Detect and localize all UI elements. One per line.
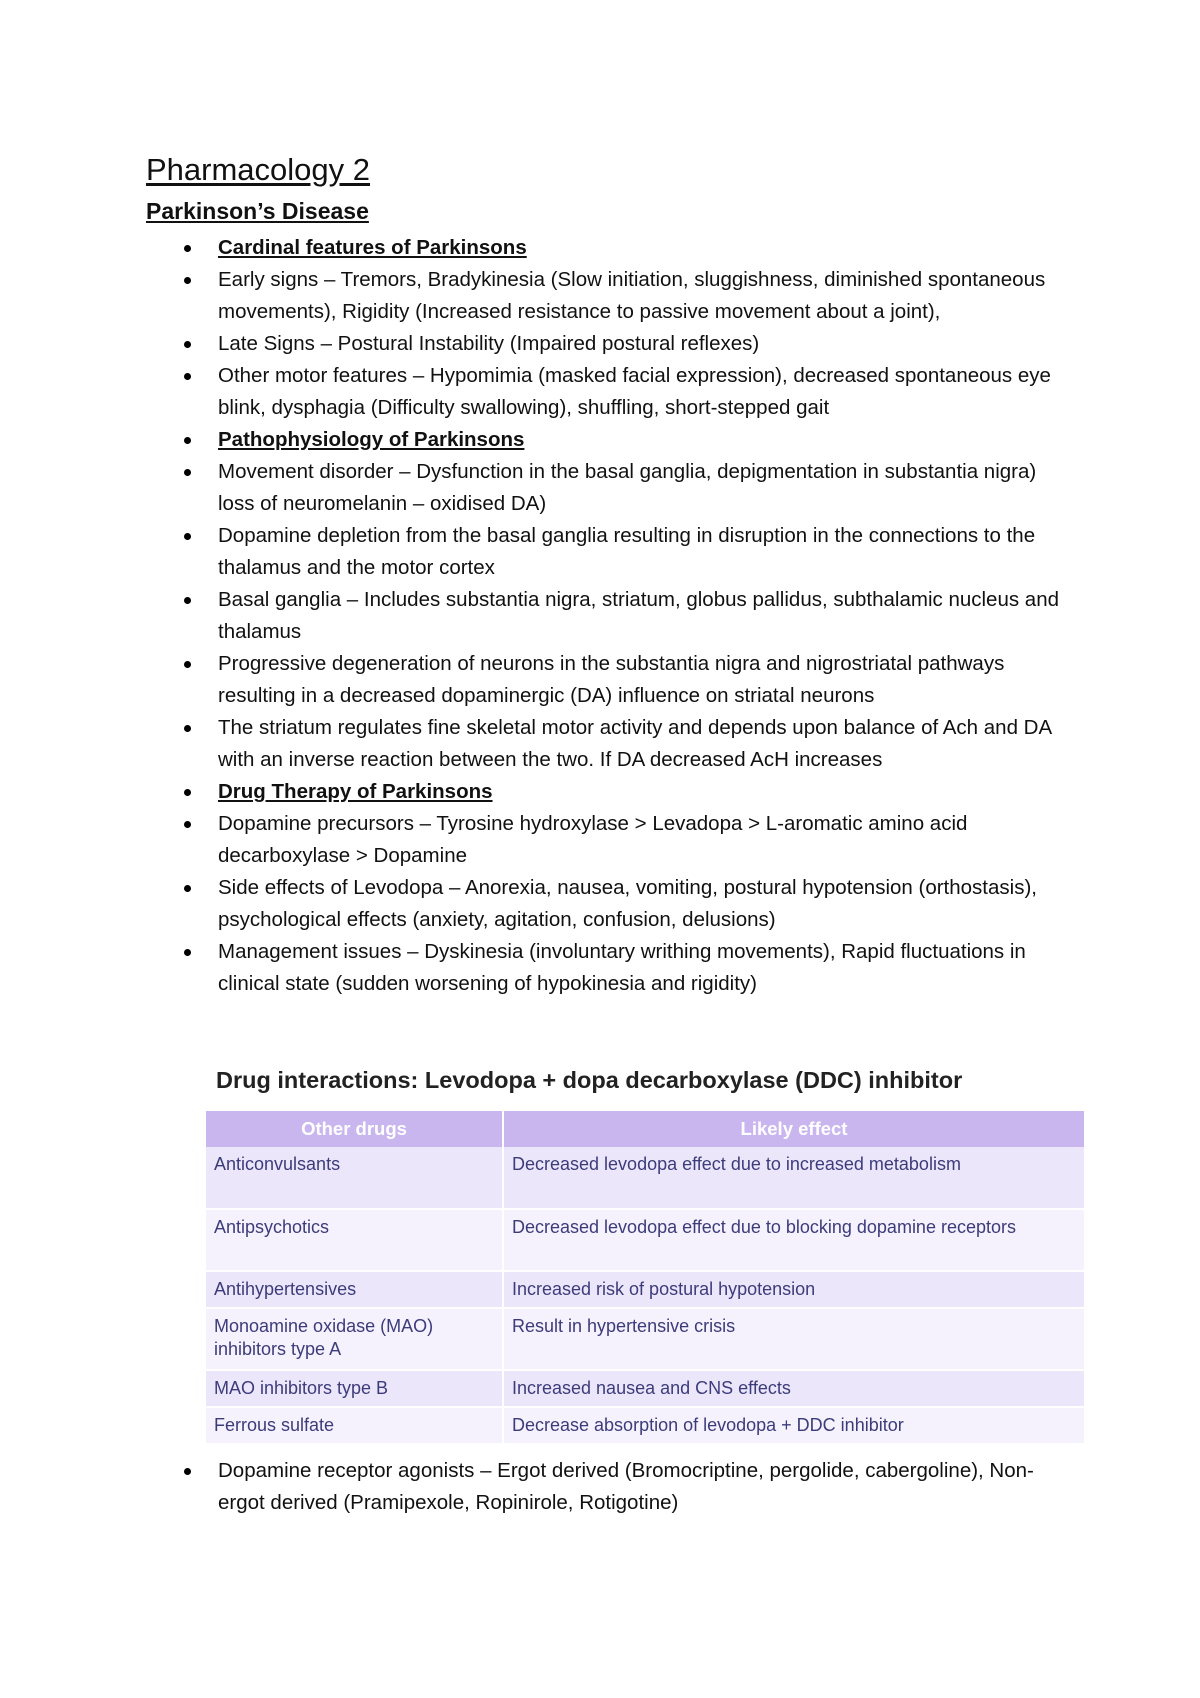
bullet-icon	[184, 437, 191, 444]
bullet-icon	[184, 725, 191, 732]
page-title: Pharmacology 2	[146, 152, 371, 187]
list-item: Drug Therapy of Parkinsons	[0, 776, 1200, 808]
table-cell: Antihypertensives	[206, 1271, 503, 1308]
list-item: Basal ganglia – Includes substantia nigra, striatum, globus pallidus, subthalamic nucleus and thalamus	[0, 584, 1200, 648]
list-item: Dopamine receptor agonists – Ergot derived (Bromocriptine, pergolide, cabergoline), Non-ergot derived (Pramipexole, Ropinirole, Rotigotine)	[0, 1455, 1200, 1519]
table-cell: Result in hypertensive crisis	[503, 1308, 1085, 1370]
table-cell: Anticonvulsants	[206, 1147, 503, 1209]
table-row	[206, 1308, 1085, 1370]
bullet-icon	[184, 277, 191, 284]
table-header-row	[206, 1111, 1085, 1147]
list-item: Side effects of Levodopa – Anorexia, nausea, vomiting, postural hypotension (orthostasis), psychological effects (anxiety, agitation, confusion, delusions)	[0, 872, 1200, 936]
bullet-icon	[184, 597, 191, 604]
bullet-icon	[184, 1468, 191, 1475]
list-item: Pathophysiology of Parkinsons	[0, 424, 1200, 456]
table-row	[206, 1271, 1085, 1308]
bullet-icon	[184, 885, 191, 892]
table-cell: MAO inhibitors type B	[206, 1370, 503, 1407]
drug-interactions-table	[206, 1111, 1086, 1445]
bullet-icon	[184, 949, 191, 956]
table-row	[206, 1370, 1085, 1407]
list-item: Late Signs – Postural Instability (Impaired postural reflexes)	[0, 328, 1200, 360]
table-cell: Monoamine oxidase (MAO) inhibitors type A	[206, 1308, 503, 1370]
table-cell: Decreased levodopa effect due to blocking dopamine receptors	[503, 1209, 1085, 1271]
table-cell: Decreased levodopa effect due to increased metabolism	[503, 1147, 1085, 1209]
table-row	[206, 1147, 1085, 1209]
bullet-list-continued	[0, 1455, 1200, 1519]
list-item: Early signs – Tremors, Bradykinesia (Slow initiation, sluggishness, diminished spontaneous movements), Rigidity (Increased resistance to passive movement about a joint),	[0, 264, 1200, 328]
section-heading: Parkinson’s Disease	[146, 198, 369, 224]
column-header: Likely effect	[503, 1111, 1085, 1147]
table-cell: Ferrous sulfate	[206, 1407, 503, 1444]
table-row	[206, 1209, 1085, 1271]
bullet-icon	[184, 789, 191, 796]
bullet-icon	[184, 373, 191, 380]
list-item: Management issues – Dyskinesia (involuntary writhing movements), Rapid fluctuations in clinical state (sudden worsening of hypokinesia and rigidity)	[0, 936, 1200, 1000]
list-item: The striatum regulates fine skeletal motor activity and depends upon balance of Ach and DA with an inverse reaction between the two. If DA decreased AcH increases	[0, 712, 1200, 776]
table-cell: Increased nausea and CNS effects	[503, 1370, 1085, 1407]
table-title: Drug interactions: Levodopa + dopa decarboxylase (DDC) inhibitor	[216, 1067, 963, 1093]
table-cell: Antipsychotics	[206, 1209, 503, 1271]
list-item: Cardinal features of Parkinsons	[0, 232, 1200, 264]
drug-interactions-figure	[206, 1065, 1086, 1445]
bullet-icon	[184, 245, 191, 252]
bullet-list	[0, 232, 1200, 1000]
bullet-icon	[184, 533, 191, 540]
bullet-icon	[184, 469, 191, 476]
list-item: Progressive degeneration of neurons in the substantia nigra and nigrostriatal pathways resulting in a decreased dopaminergic (DA) influence on striatal neurons	[0, 648, 1200, 712]
table-row	[206, 1407, 1085, 1444]
list-item: Dopamine precursors – Tyrosine hydroxylase > Levadopa > L-aromatic amino acid decarboxylase > Dopamine	[0, 808, 1200, 872]
column-header: Other drugs	[206, 1111, 503, 1147]
bullet-icon	[184, 341, 191, 348]
bullet-icon	[184, 661, 191, 668]
bullet-icon	[184, 821, 191, 828]
list-item: Other motor features – Hypomimia (masked facial expression), decreased spontaneous eye blink, dysphagia (Difficulty swallowing), shuffling, short-stepped gait	[0, 360, 1200, 424]
list-item: Movement disorder – Dysfunction in the basal ganglia, depigmentation in substantia nigra) loss of neuromelanin – oxidised DA)	[0, 456, 1200, 520]
list-item: Dopamine depletion from the basal ganglia resulting in disruption in the connections to the thalamus and the motor cortex	[0, 520, 1200, 584]
table-cell: Increased risk of postural hypotension	[503, 1271, 1085, 1308]
table-cell: Decrease absorption of levodopa + DDC inhibitor	[503, 1407, 1085, 1444]
